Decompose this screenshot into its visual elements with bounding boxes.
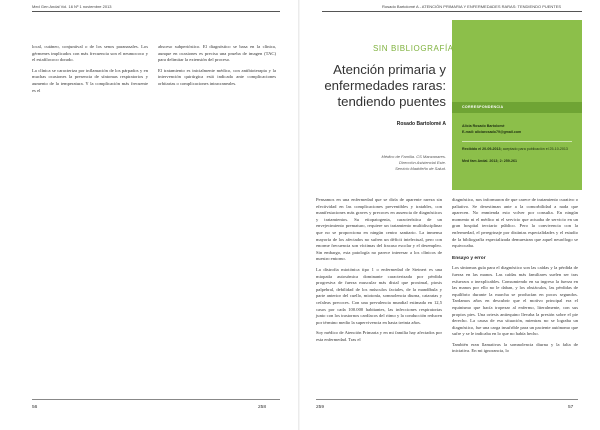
correspondence-bar (452, 102, 582, 113)
article-info-panel (452, 20, 582, 190)
footer-rule-right (316, 399, 578, 400)
paragraph: La clínica se caracteriza por inflamación de los párpados y en muchas ocasiones la presencia de síntomas respiratorios y aumento de la temperatura. Y la complicación más frecuente es el (32, 67, 148, 93)
right-page (300, 0, 600, 430)
paragraph: También eran llamativas la somnolencia diurna y la falta de iniciativa. En mi ignorancia, lo (452, 341, 578, 354)
paragraph: local, cutáneo, conjuntival o de los senos paranasales. Los gérmenes implicados con más frecuencia son el neumococo y el estafilococo dorado. (32, 44, 148, 63)
running-head-left: Med Gen Andal Vol. 16 Nº 1 noviembre 2013 (32, 4, 112, 9)
received-dates: Recibido el 20-09-2013; aceptado para publicación el 25-10-2013 (462, 147, 568, 151)
page-number: 259 (316, 405, 325, 410)
footer-rule-left (32, 399, 280, 400)
page-number: 258 (258, 405, 267, 410)
author-affiliation: Médico de Familia. CS Manzanares. Dirección Asistencial Este. Servicio Madrileño de Salud. (381, 154, 446, 171)
header-rule-left (32, 11, 280, 12)
page-number: 57 (568, 405, 574, 410)
left-column-1 (32, 44, 148, 98)
paragraph: Pensamos en una enfermedad que se diría de aparente rareza sin efectividad en las complicaciones preventibles y tratables, con manifestaciones más graves y precoces en ausencia de diagnósticos y tratamientos. Su etiopatogenia, característica de un envejecimiento prematuro, requiere un tratamiento multidisciplinar que no se proporciona en ningún centro sanitario. La inmensa mayoría de los afectados no sufren un déficit intelectual, pero con enorme frecuencia son víctimas del fracaso escolar y el desempleo. Sin embargo, esta patología no parece interesar a los clínicos de nuestro entorno. (316, 197, 442, 262)
citation: Med fam Andal. 2013; 2: 259-261 (462, 159, 517, 163)
paragraph: absceso subperióstico. El diagnóstico se basa en la clínica, aunque en ocasiones es precisa una prueba de imagen (TAC) para delimitar la extensión del proceso. (158, 44, 276, 63)
section-subheading: Ensayo y error (452, 255, 486, 261)
correspondence-email[interactable]: E-mail: aliciarosado79@gmail.com (462, 130, 522, 134)
running-head-right: Rosado Bartolomé A - ATENCIÓN PRIMARIA Y ENFERMEDADES RARAS: TENDIENDO PUENTES (382, 4, 562, 9)
page-number: 56 (32, 405, 38, 410)
paragraph: La distrofia miotónica tipo 1 o enfermedad de Steinert es una miopatía autosómica dominante caracterizada por pérdida progresiva de fuerza muscular más distal que proximal, ptosis palpebral, debilidad de los músculos faciales, de la mandíbula y parte anterior del cuello, miotonía, somnolencia diurna, cataratas y cefaleas precoces. Con una prevalencia mundial estimada en 12,5 casos por cada 100.000 habitantes, las infecciones respiratorias junto con los trastornos cardíacos del ritmo y la conducción reducen por término medio la supervivencia en hasta treinta años. (316, 266, 442, 325)
panel-divider (462, 141, 572, 142)
article-title: Atención primaria y enfermedades raras: tendiendo puentes (324, 62, 446, 109)
paragraph: diagnóstico, nos informaron de que carece de tratamiento curativo o paliativo. Se desestiman ante a la comorbilidad a nada que aparecen. No enmienda esto volver por consulta. En ningún momento ni el médico ni el servicio que actuaba de servicio en un gran hospital terciario público. Pero la convivencia con la enfermedad, el peregrinaje por distintas especialidades y el estudio de la bibliografía especializada demuestran que aquel neurólogo se equivocaba. (452, 197, 578, 249)
header-rule-right (322, 11, 582, 12)
left-column-2 (158, 44, 276, 92)
paragraph: Soy médico de Atención Primaria y en mi familia hay afectados por esta enfermedad. Tras el (316, 330, 442, 342)
right-column-1 (316, 197, 442, 347)
author-name: Rosado Bartolomé A (396, 121, 446, 127)
correspondence-name: Alicia Rosado Bartolomé (462, 124, 505, 128)
right-column-2 (452, 197, 578, 359)
paragraph: El tratamiento es inicialmente médico, con antibioterapia y la intervención quirúrgica está indicada ante complicaciones orbitarias o complicaciones intracraneales. (158, 67, 276, 86)
section-tag: SIN BIBLIOGRAFÍA (373, 44, 454, 53)
correspondence-label: CORRESPONDENCIA (462, 105, 504, 109)
paragraph: Los síntomas guía para el diagnóstico son las caídas y la pérdida de fuerza en las manos. Las caídas más familiares suelen ser tras esfuerzos o inexplicables. Consumiendo en su ingreso la fuerza en las manos por ello no le daban, y los obstáculos, las pérdidas de equilibrio durante la marcha se producían en pocos segundos. Tardamos años en descubrir que el motivo principal era el equinismo que hacía tropezar al enfermo, literalmente, con sus propios pies. Una ortesis antiequino llevaba la presión sobre el pie derecho. La causa de esa situación, mientras no se lograba un diagnóstico, fue una carga insufrible para un paciente autónomo que sufre y se le indicaba en lo que no había hecho. (452, 265, 578, 337)
